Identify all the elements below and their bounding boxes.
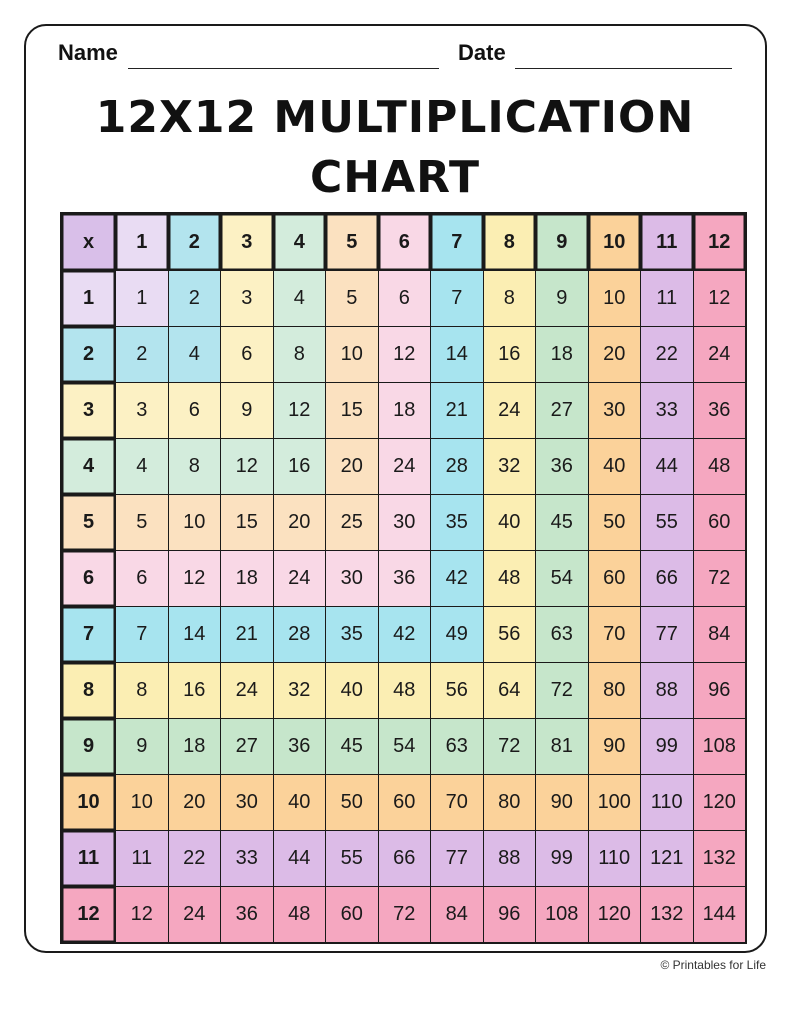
product-cell-5x12: 60: [694, 495, 746, 550]
column-header-1: 1: [116, 214, 168, 270]
product-cell-5x8: 40: [484, 495, 536, 550]
product-cell-11x4: 44: [274, 831, 326, 886]
date-label: Date: [458, 40, 506, 65]
product-cell-8x11: 88: [641, 663, 693, 718]
product-cell-1x1: 1: [116, 271, 168, 326]
product-cell-4x4: 16: [274, 439, 326, 494]
product-cell-3x3: 9: [221, 383, 273, 438]
product-cell-11x2: 22: [169, 831, 221, 886]
product-cell-4x9: 36: [536, 439, 588, 494]
product-cell-3x7: 21: [431, 383, 483, 438]
product-cell-3x8: 24: [484, 383, 536, 438]
row-header-5: 5: [62, 495, 115, 550]
product-cell-5x1: 5: [116, 495, 168, 550]
row-header-9: 9: [62, 719, 115, 774]
product-cell-9x6: 54: [379, 719, 431, 774]
product-cell-4x8: 32: [484, 439, 536, 494]
product-cell-5x11: 55: [641, 495, 693, 550]
product-cell-6x7: 42: [431, 551, 483, 606]
product-cell-9x1: 9: [116, 719, 168, 774]
product-cell-11x9: 99: [536, 831, 588, 886]
product-cell-11x3: 33: [221, 831, 273, 886]
product-cell-7x12: 84: [694, 607, 746, 662]
product-cell-10x6: 60: [379, 775, 431, 830]
column-header-8: 8: [484, 214, 536, 270]
multiplication-table: [60, 212, 747, 944]
column-header-12: 12: [694, 214, 746, 270]
product-cell-7x1: 7: [116, 607, 168, 662]
product-cell-2x7: 14: [431, 327, 483, 382]
product-cell-12x8: 96: [484, 887, 536, 942]
product-cell-9x8: 72: [484, 719, 536, 774]
product-cell-2x6: 12: [379, 327, 431, 382]
product-cell-1x8: 8: [484, 271, 536, 326]
product-cell-12x4: 48: [274, 887, 326, 942]
product-cell-6x12: 72: [694, 551, 746, 606]
row-header-4: 4: [62, 439, 115, 494]
product-cell-6x5: 30: [326, 551, 378, 606]
product-cell-5x10: 50: [589, 495, 641, 550]
product-cell-2x1: 2: [116, 327, 168, 382]
product-cell-11x10: 110: [589, 831, 641, 886]
product-cell-9x2: 18: [169, 719, 221, 774]
product-cell-2x2: 4: [169, 327, 221, 382]
column-header-5: 5: [326, 214, 378, 270]
copyright-credit: © Printables for Life: [660, 958, 766, 972]
product-cell-7x8: 56: [484, 607, 536, 662]
product-cell-7x4: 28: [274, 607, 326, 662]
column-header-2: 2: [169, 214, 221, 270]
product-cell-1x4: 4: [274, 271, 326, 326]
product-cell-1x6: 6: [379, 271, 431, 326]
product-cell-9x9: 81: [536, 719, 588, 774]
product-cell-1x5: 5: [326, 271, 378, 326]
product-cell-2x8: 16: [484, 327, 536, 382]
product-cell-12x6: 72: [379, 887, 431, 942]
product-cell-6x9: 54: [536, 551, 588, 606]
product-cell-2x5: 10: [326, 327, 378, 382]
product-cell-4x1: 4: [116, 439, 168, 494]
product-cell-12x7: 84: [431, 887, 483, 942]
column-header-9: 9: [536, 214, 588, 270]
name-field-line[interactable]: [128, 68, 439, 69]
row-header-6: 6: [62, 551, 115, 606]
product-cell-2x4: 8: [274, 327, 326, 382]
product-cell-10x9: 90: [536, 775, 588, 830]
row-header-12: 12: [62, 887, 115, 942]
product-cell-7x6: 42: [379, 607, 431, 662]
product-cell-8x6: 48: [379, 663, 431, 718]
product-cell-11x11: 121: [641, 831, 693, 886]
product-cell-10x5: 50: [326, 775, 378, 830]
product-cell-8x9: 72: [536, 663, 588, 718]
row-header-7: 7: [62, 607, 115, 662]
product-cell-4x7: 28: [431, 439, 483, 494]
page-title-line-2: CHART: [309, 152, 481, 203]
product-cell-4x10: 40: [589, 439, 641, 494]
product-cell-12x3: 36: [221, 887, 273, 942]
product-cell-7x11: 77: [641, 607, 693, 662]
product-cell-8x12: 96: [694, 663, 746, 718]
column-header-4: 4: [274, 214, 326, 270]
product-cell-3x1: 3: [116, 383, 168, 438]
product-cell-3x2: 6: [169, 383, 221, 438]
column-header-7: 7: [431, 214, 483, 270]
product-cell-4x2: 8: [169, 439, 221, 494]
product-cell-1x9: 9: [536, 271, 588, 326]
product-cell-1x12: 12: [694, 271, 746, 326]
product-cell-1x10: 10: [589, 271, 641, 326]
product-cell-3x10: 30: [589, 383, 641, 438]
product-cell-5x7: 35: [431, 495, 483, 550]
product-cell-10x10: 100: [589, 775, 641, 830]
product-cell-6x10: 60: [589, 551, 641, 606]
product-cell-2x11: 22: [641, 327, 693, 382]
product-cell-9x10: 90: [589, 719, 641, 774]
name-label: Name: [58, 40, 118, 65]
product-cell-3x6: 18: [379, 383, 431, 438]
product-cell-8x7: 56: [431, 663, 483, 718]
product-cell-2x10: 20: [589, 327, 641, 382]
product-cell-6x2: 12: [169, 551, 221, 606]
product-cell-4x3: 12: [221, 439, 273, 494]
product-cell-9x4: 36: [274, 719, 326, 774]
product-cell-9x11: 99: [641, 719, 693, 774]
product-cell-5x2: 10: [169, 495, 221, 550]
product-cell-7x10: 70: [589, 607, 641, 662]
product-cell-9x7: 63: [431, 719, 483, 774]
column-header-10: 10: [589, 214, 641, 270]
product-cell-3x4: 12: [274, 383, 326, 438]
product-cell-7x3: 21: [221, 607, 273, 662]
product-cell-10x8: 80: [484, 775, 536, 830]
product-cell-12x5: 60: [326, 887, 378, 942]
product-cell-5x4: 20: [274, 495, 326, 550]
product-cell-1x3: 3: [221, 271, 273, 326]
product-cell-10x2: 20: [169, 775, 221, 830]
row-header-3: 3: [62, 383, 115, 438]
date-field-line[interactable]: [515, 68, 732, 69]
row-header-10: 10: [62, 775, 115, 830]
product-cell-3x11: 33: [641, 383, 693, 438]
product-cell-12x2: 24: [169, 887, 221, 942]
product-cell-10x1: 10: [116, 775, 168, 830]
product-cell-12x1: 12: [116, 887, 168, 942]
product-cell-3x9: 27: [536, 383, 588, 438]
row-header-11: 11: [62, 831, 115, 886]
product-cell-2x9: 18: [536, 327, 588, 382]
row-header-2: 2: [62, 327, 115, 382]
product-cell-8x5: 40: [326, 663, 378, 718]
product-cell-9x12: 108: [694, 719, 746, 774]
corner-header-cell: x: [62, 214, 115, 270]
product-cell-12x9: 108: [536, 887, 588, 942]
product-cell-12x11: 132: [641, 887, 693, 942]
column-header-3: 3: [221, 214, 273, 270]
product-cell-11x6: 66: [379, 831, 431, 886]
product-cell-6x4: 24: [274, 551, 326, 606]
row-header-1: 1: [62, 271, 115, 326]
product-cell-3x5: 15: [326, 383, 378, 438]
product-cell-11x8: 88: [484, 831, 536, 886]
product-cell-10x4: 40: [274, 775, 326, 830]
product-cell-8x8: 64: [484, 663, 536, 718]
product-cell-11x7: 77: [431, 831, 483, 886]
product-cell-1x11: 11: [641, 271, 693, 326]
product-cell-6x1: 6: [116, 551, 168, 606]
product-cell-8x2: 16: [169, 663, 221, 718]
product-cell-10x3: 30: [221, 775, 273, 830]
product-cell-12x12: 144: [694, 887, 746, 942]
column-header-11: 11: [641, 214, 693, 270]
product-cell-12x10: 120: [589, 887, 641, 942]
product-cell-8x4: 32: [274, 663, 326, 718]
product-cell-7x2: 14: [169, 607, 221, 662]
product-cell-9x3: 27: [221, 719, 273, 774]
product-cell-4x11: 44: [641, 439, 693, 494]
product-cell-5x3: 15: [221, 495, 273, 550]
product-cell-10x11: 110: [641, 775, 693, 830]
page-title-line-1: 12X12 MULTIPLICATION: [95, 92, 695, 143]
product-cell-6x6: 36: [379, 551, 431, 606]
product-cell-10x12: 120: [694, 775, 746, 830]
row-header-8: 8: [62, 663, 115, 718]
product-cell-7x5: 35: [326, 607, 378, 662]
product-cell-8x10: 80: [589, 663, 641, 718]
product-cell-8x3: 24: [221, 663, 273, 718]
product-cell-7x7: 49: [431, 607, 483, 662]
product-cell-4x5: 20: [326, 439, 378, 494]
product-cell-1x7: 7: [431, 271, 483, 326]
product-cell-4x12: 48: [694, 439, 746, 494]
product-cell-9x5: 45: [326, 719, 378, 774]
product-cell-2x3: 6: [221, 327, 273, 382]
product-cell-2x12: 24: [694, 327, 746, 382]
product-cell-6x8: 48: [484, 551, 536, 606]
product-cell-5x5: 25: [326, 495, 378, 550]
product-cell-8x1: 8: [116, 663, 168, 718]
product-cell-6x3: 18: [221, 551, 273, 606]
product-cell-5x6: 30: [379, 495, 431, 550]
product-cell-11x5: 55: [326, 831, 378, 886]
product-cell-7x9: 63: [536, 607, 588, 662]
product-cell-11x1: 11: [116, 831, 168, 886]
product-cell-5x9: 45: [536, 495, 588, 550]
product-cell-1x2: 2: [169, 271, 221, 326]
product-cell-11x12: 132: [694, 831, 746, 886]
column-header-6: 6: [379, 214, 431, 270]
product-cell-4x6: 24: [379, 439, 431, 494]
product-cell-3x12: 36: [694, 383, 746, 438]
product-cell-6x11: 66: [641, 551, 693, 606]
product-cell-10x7: 70: [431, 775, 483, 830]
